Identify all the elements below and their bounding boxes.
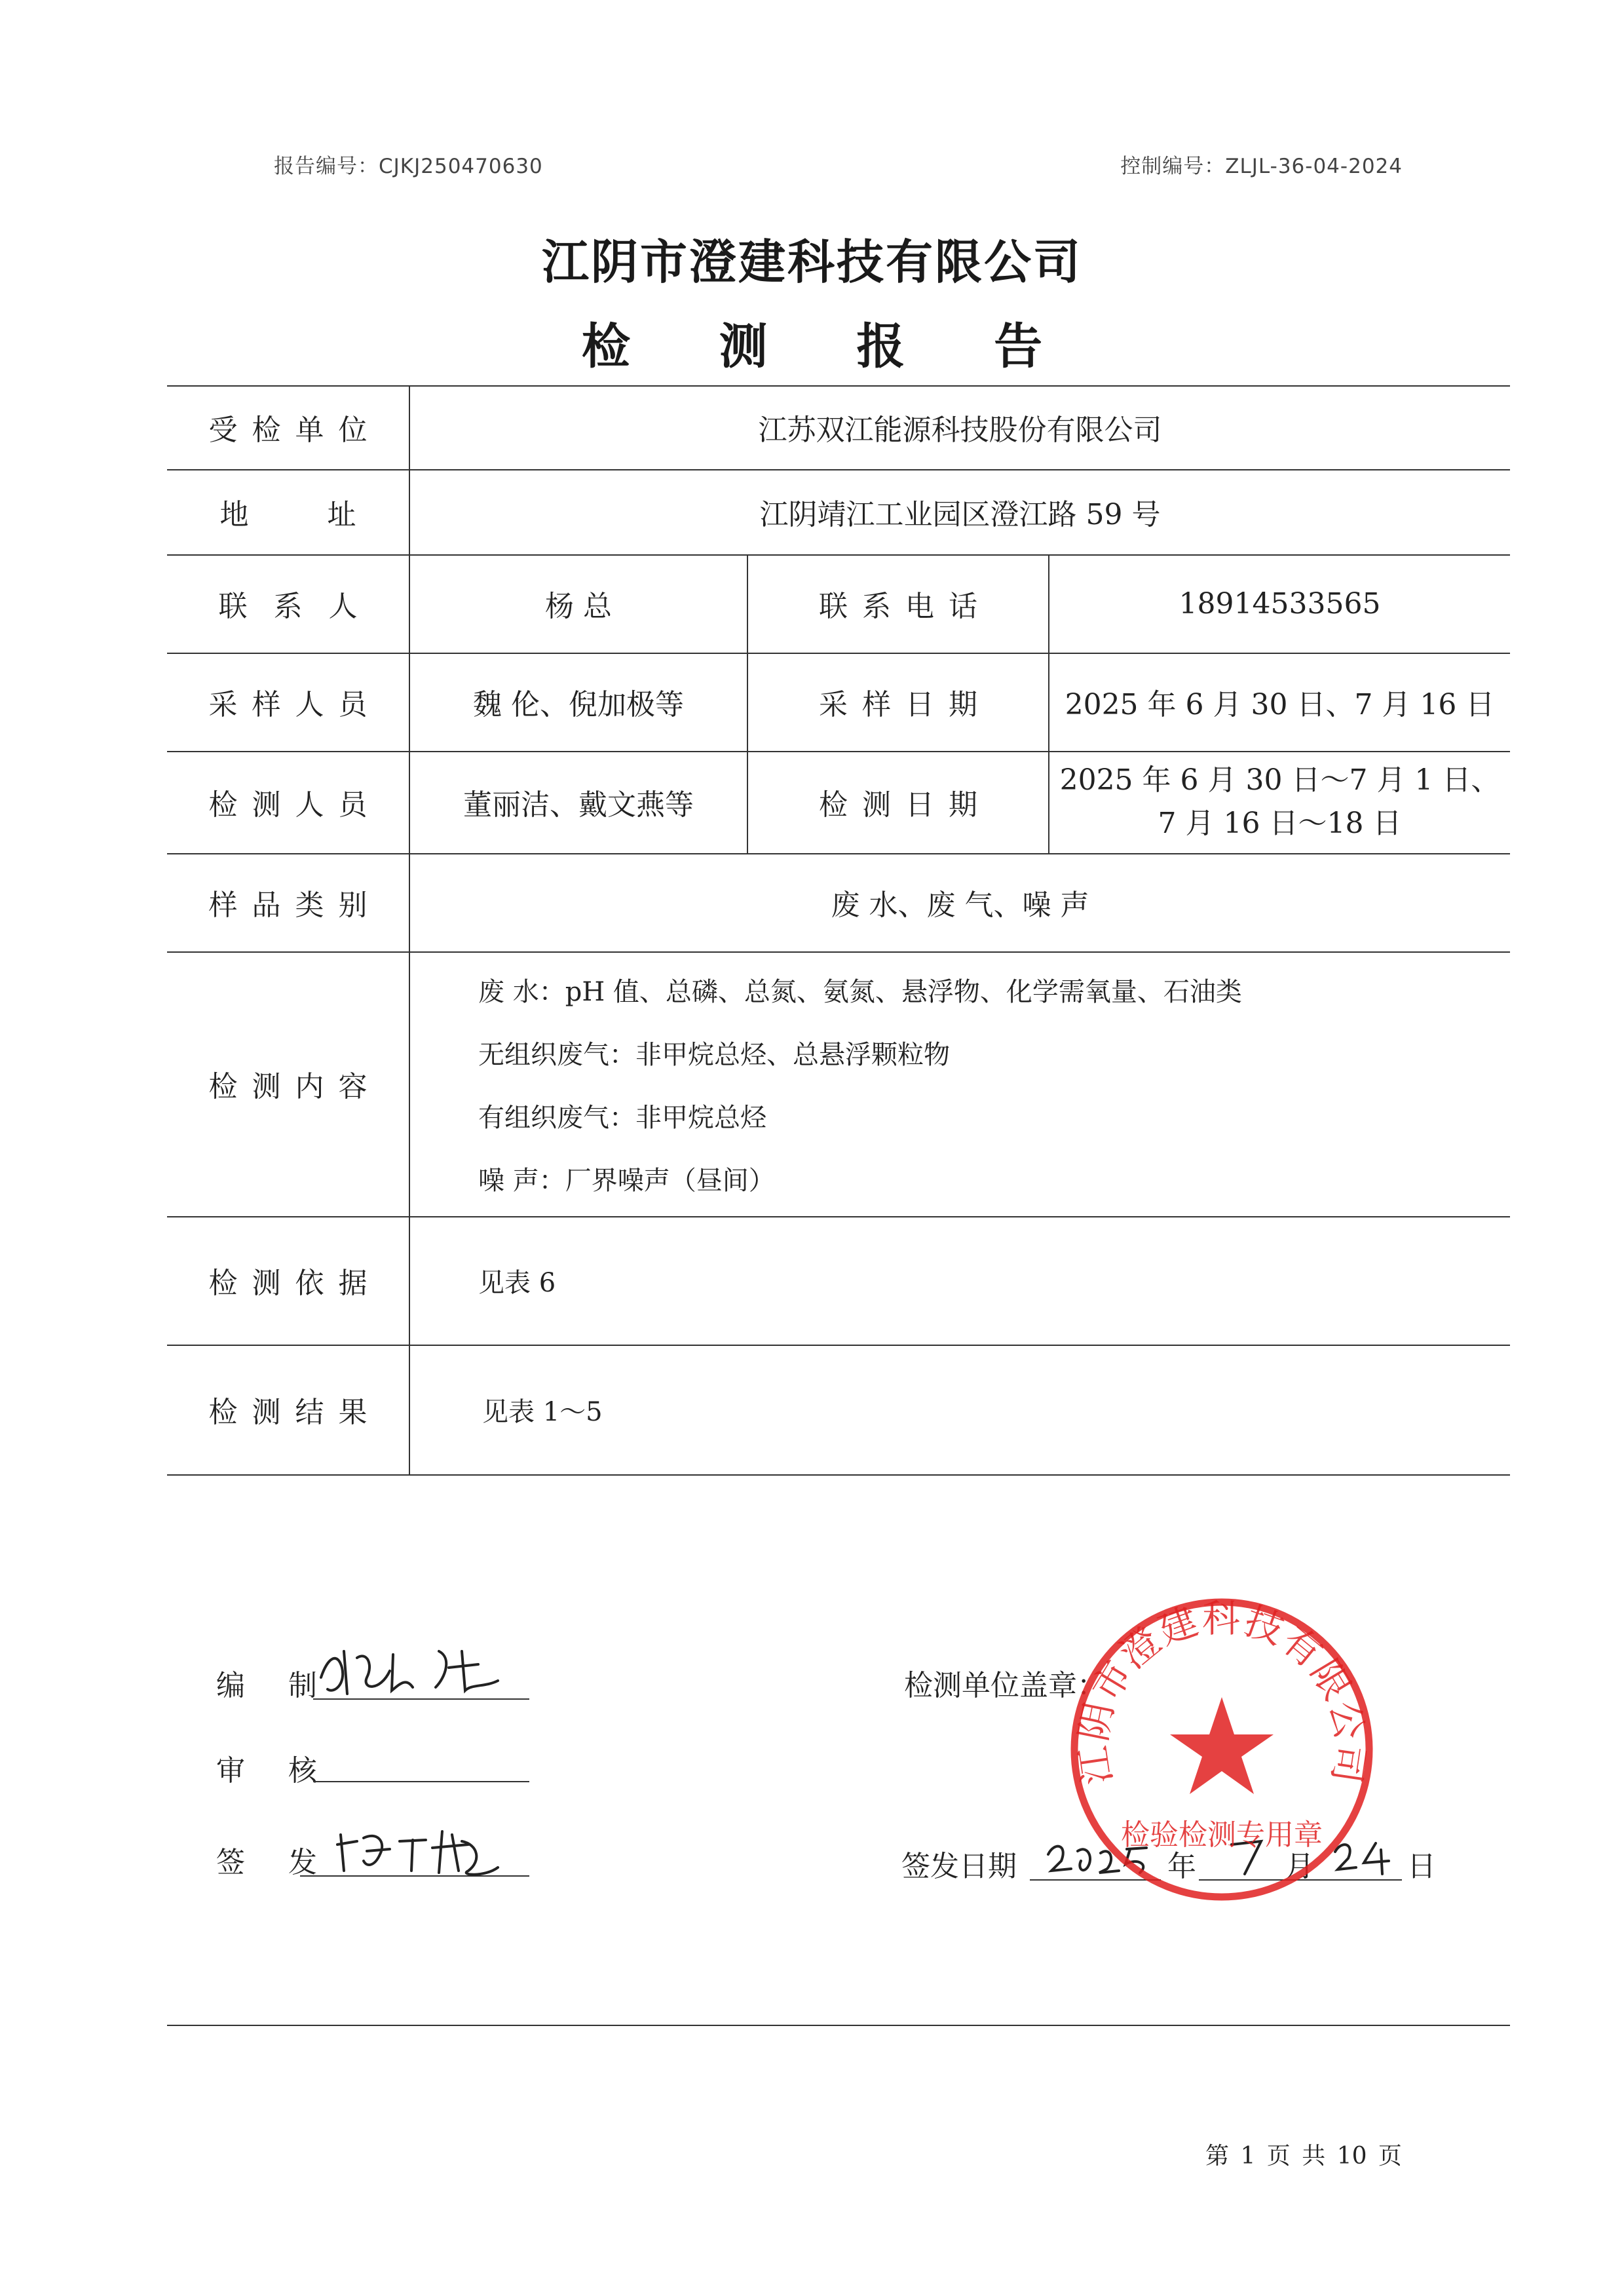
page-number: 第 1 页 共 10 页 bbox=[1205, 2143, 1402, 2170]
issue-date-label: 签发日期 bbox=[901, 1850, 1017, 1883]
phone-label: 联系电话 bbox=[819, 590, 992, 623]
year-unit: 年 bbox=[1167, 1850, 1196, 1883]
content-line-fugitive-gas: 无组织废气：非甲烷总烃、总悬浮颗粒物 bbox=[478, 1040, 950, 1070]
compiler-signature bbox=[308, 1632, 531, 1704]
company-title: 江阴市澄建科技有限公司 bbox=[541, 235, 1082, 290]
control-number: 控制编号：ZLJL-36-04-2024 bbox=[1120, 155, 1403, 178]
result-value: 见表 1～5 bbox=[482, 1396, 603, 1427]
sampling-date-value: 2025 年 6 月 30 日、7 月 16 日 bbox=[1065, 688, 1495, 721]
sampling-date-label: 采样日期 bbox=[819, 688, 992, 721]
month-unit: 月 bbox=[1285, 1850, 1314, 1883]
basis-value: 见表 6 bbox=[478, 1267, 556, 1298]
phone-value: 18914533565 bbox=[1179, 586, 1381, 621]
compiler-label: 编 制 bbox=[216, 1669, 334, 1702]
issuer-label: 签 发 bbox=[216, 1846, 334, 1879]
contact-value: 杨 总 bbox=[545, 590, 612, 623]
tester-value: 董丽洁、戴文燕等 bbox=[463, 788, 694, 822]
report-title: 检 测 报 告 bbox=[581, 318, 1079, 375]
seal-label: 检测单位盖章： bbox=[904, 1669, 1106, 1702]
issuer-signature bbox=[328, 1815, 537, 1881]
report-number: 报告编号：CJKJ250470630 bbox=[274, 155, 543, 178]
category-label: 样品类别 bbox=[208, 889, 382, 922]
sampler-label: 采样人员 bbox=[208, 688, 382, 721]
address-label: 地址 bbox=[219, 498, 435, 531]
tester-label: 检测人员 bbox=[208, 788, 382, 822]
day-unit: 日 bbox=[1407, 1850, 1436, 1883]
contact-label: 联系人 bbox=[218, 590, 384, 623]
result-label: 检测结果 bbox=[208, 1396, 382, 1429]
svg-text:江阴市澄建科技有限公司: 江阴市澄建科技有限公司 bbox=[1070, 1596, 1373, 1788]
content-label: 检测内容 bbox=[208, 1070, 382, 1103]
category-value: 废 水、废 气、噪 声 bbox=[831, 889, 1089, 922]
content-line-noise: 噪 声：厂界噪声（昼间） bbox=[478, 1166, 775, 1196]
content-line-wastewater: 废 水：pH 值、总磷、总氮、氨氮、悬浮物、化学需氧量、石油类 bbox=[478, 977, 1242, 1007]
basis-label: 检测依据 bbox=[208, 1267, 382, 1300]
reviewer-line bbox=[313, 1781, 529, 1782]
official-seal bbox=[1061, 1589, 1382, 1910]
address-value: 江阴靖江工业园区澄江路 59 号 bbox=[759, 498, 1161, 531]
content-line-organized-gas: 有组织废气：非甲烷总烃 bbox=[478, 1103, 766, 1133]
client-label: 受检单位 bbox=[208, 413, 382, 447]
reviewer-label: 审 核 bbox=[216, 1754, 334, 1788]
test-date-line-2: 7 月 16 日～18 日 bbox=[1158, 807, 1402, 840]
test-date-label: 检测日期 bbox=[819, 788, 992, 822]
test-date-value bbox=[1049, 751, 1510, 853]
client-value: 江苏双江能源科技股份有限公司 bbox=[758, 413, 1162, 447]
footer-rule bbox=[167, 2025, 1510, 2026]
test-date-line-1: 2025 年 6 月 30 日～7 月 1 日、 bbox=[1059, 763, 1500, 797]
sampler-value: 魏 伦、倪加极等 bbox=[473, 688, 684, 721]
svg-text:检验检测专用章: 检验检测专用章 bbox=[1121, 1818, 1323, 1852]
